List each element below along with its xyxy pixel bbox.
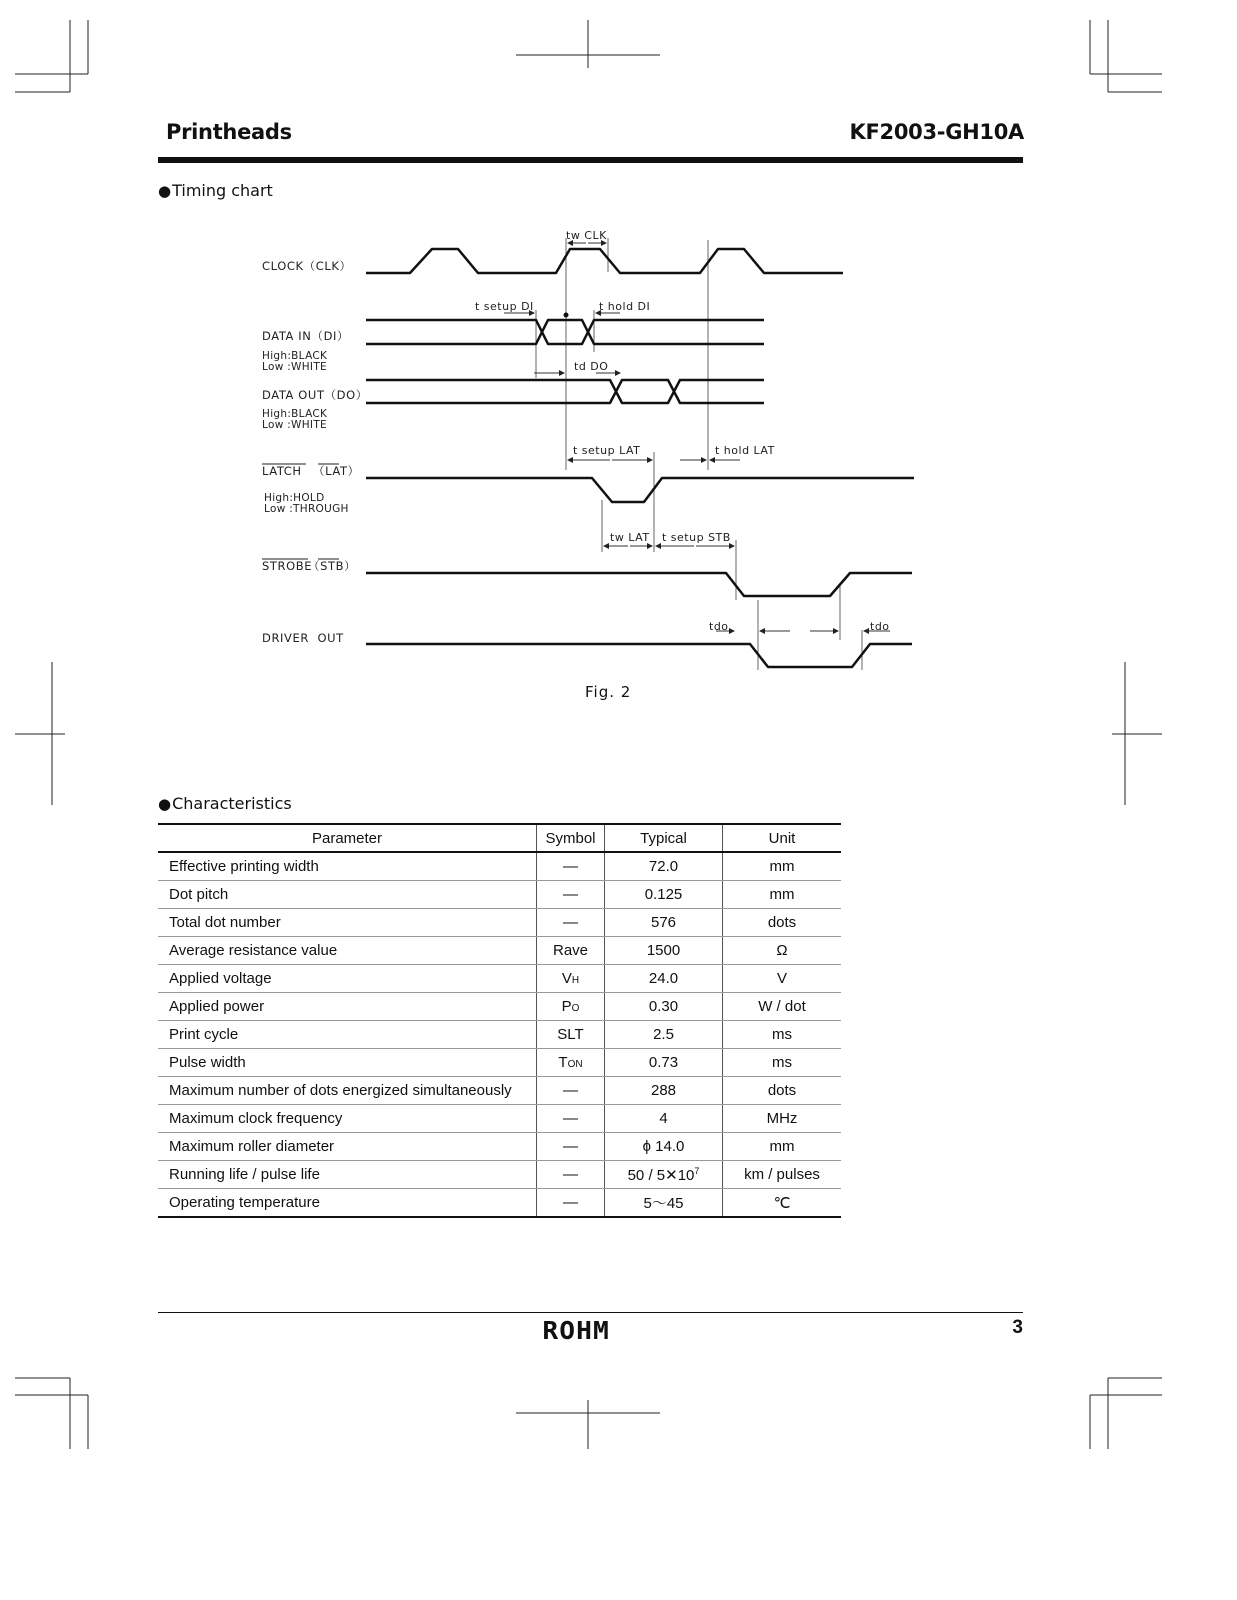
- cell-parameter: Total dot number: [158, 909, 537, 937]
- cell-typical: 1500: [605, 937, 723, 965]
- cell-unit: dots: [723, 909, 842, 937]
- cell-symbol: Rave: [537, 937, 605, 965]
- cell-unit: MHz: [723, 1105, 842, 1133]
- cell-symbol: —: [537, 852, 605, 881]
- column-header-typical: Typical: [605, 824, 723, 852]
- header-part-number: KF2003-GH10A: [849, 120, 1024, 144]
- cell-unit: ℃: [723, 1189, 842, 1218]
- cell-unit: V: [723, 965, 842, 993]
- cell-typical: 2.5: [605, 1021, 723, 1049]
- cell-parameter: Operating temperature: [158, 1189, 537, 1218]
- cell-symbol: —: [537, 1133, 605, 1161]
- timing-reference-dot: [564, 313, 569, 318]
- param-tw-clk: tw CLK: [566, 229, 607, 242]
- driver-label: DRIVER OUT: [262, 631, 344, 645]
- cell-parameter: Average resistance value: [158, 937, 537, 965]
- cell-typical: 0.73: [605, 1049, 723, 1077]
- cell-unit: dots: [723, 1077, 842, 1105]
- table-row: [158, 881, 841, 909]
- cell-parameter: Applied power: [158, 993, 537, 1021]
- symbol-main: T: [558, 1054, 568, 1071]
- symbol-subscript: O: [571, 1003, 580, 1014]
- cell-symbol: —: [537, 1105, 605, 1133]
- typical-main: 50 / 5✕10: [627, 1166, 695, 1184]
- cell-unit: mm: [723, 852, 842, 881]
- cell-unit: W / dot: [723, 993, 842, 1021]
- table-row: [158, 937, 841, 965]
- timing-title-text: Timing chart: [172, 181, 273, 200]
- table-row: [158, 1049, 841, 1077]
- table-row: [158, 1021, 841, 1049]
- cell-typical: 0.30: [605, 993, 723, 1021]
- cell-typical: 24.0: [605, 965, 723, 993]
- cell-unit: Ω: [723, 937, 842, 965]
- param-td-do: td DO: [574, 360, 609, 373]
- stb-abbr-label: （STB）: [308, 559, 357, 573]
- do-waveform-high: [366, 380, 764, 403]
- param-t-hold-di: t hold DI: [599, 300, 651, 313]
- cell-parameter: Dot pitch: [158, 881, 537, 909]
- table-row: [158, 1105, 841, 1133]
- do-label: DATA OUT（DO）: [262, 388, 368, 402]
- cell-typical: 5〜45: [605, 1189, 723, 1218]
- symbol-main: V: [561, 970, 572, 987]
- symbol-subscript: ON: [567, 1059, 583, 1070]
- driver-waveform: [366, 644, 912, 667]
- cell-parameter: Maximum roller diameter: [158, 1133, 537, 1161]
- stb-label: STROBE: [262, 559, 313, 573]
- table-row: [158, 909, 841, 937]
- table-row: [158, 852, 841, 881]
- param-t-setup-stb: t setup STB: [662, 531, 731, 544]
- cell-typical: 288: [605, 1077, 723, 1105]
- cell-parameter: Pulse width: [158, 1049, 537, 1077]
- bullet-icon: ●: [158, 182, 172, 200]
- column-header-parameter: Parameter: [158, 824, 537, 852]
- cell-symbol: —: [537, 1161, 605, 1189]
- param-tdo-left: tdo: [709, 620, 729, 633]
- column-header-symbol: Symbol: [537, 824, 605, 852]
- characteristics-section-title: [158, 794, 292, 813]
- table-row: [158, 1133, 841, 1161]
- param-tw-lat: tw LAT: [610, 531, 650, 544]
- lat-low-note: Low :THROUGH: [264, 503, 349, 515]
- rohm-logo: ROHM: [542, 1316, 610, 1345]
- clk-waveform: [366, 249, 843, 273]
- lat-high-note: High:HOLD: [264, 492, 325, 504]
- cell-symbol: SLT: [537, 1021, 605, 1049]
- cell-symbol: —: [537, 881, 605, 909]
- do-high-note: High:BLACK: [262, 408, 328, 420]
- symbol-subscript: H: [571, 975, 580, 986]
- cell-typical: [605, 1161, 723, 1189]
- do-low-note: Low :WHITE: [262, 419, 327, 431]
- cell-typical: 4: [605, 1105, 723, 1133]
- cell-parameter: Applied voltage: [158, 965, 537, 993]
- lat-label: LATCH: [262, 464, 302, 478]
- table-row: [158, 1161, 841, 1189]
- cell-symbol: [537, 965, 605, 993]
- param-t-setup-lat: t setup LAT: [573, 444, 641, 457]
- characteristics-title-text: Characteristics: [172, 794, 292, 813]
- di-waveform-high: [366, 320, 764, 344]
- di-high-note: High:BLACK: [262, 350, 328, 362]
- cell-typical: 72.0: [605, 852, 723, 881]
- stb-waveform: [366, 573, 912, 596]
- clk-label: CLOCK（CLK）: [262, 259, 352, 273]
- figure-caption: Fig. 2: [585, 683, 632, 701]
- table-row: [158, 1189, 841, 1218]
- bullet-icon: ●: [158, 795, 172, 813]
- timing-chart: [0, 0, 1237, 720]
- cell-symbol: —: [537, 1189, 605, 1218]
- page-number: 3: [1012, 1317, 1023, 1338]
- cell-typical: 576: [605, 909, 723, 937]
- cell-symbol: —: [537, 909, 605, 937]
- di-low-note: Low :WHITE: [262, 361, 327, 373]
- do-waveform-low: [366, 380, 764, 403]
- cell-unit: mm: [723, 1133, 842, 1161]
- cell-symbol: [537, 1049, 605, 1077]
- cell-symbol: [537, 993, 605, 1021]
- table-row: [158, 965, 841, 993]
- cell-typical: ϕ 14.0: [605, 1133, 723, 1161]
- cell-parameter: Effective printing width: [158, 852, 537, 881]
- column-header-unit: Unit: [723, 824, 842, 852]
- table-row: [158, 993, 841, 1021]
- param-t-setup-di: t setup DI: [475, 300, 534, 313]
- symbol-main: P: [561, 998, 572, 1015]
- di-waveform-low: [366, 320, 764, 344]
- lat-waveform: [366, 478, 914, 502]
- cell-parameter: Maximum number of dots energized simultaneously: [158, 1077, 537, 1105]
- cell-typical: 0.125: [605, 881, 723, 909]
- typical-exponent: 7: [694, 1165, 700, 1176]
- param-tdo-right: tdo: [870, 620, 890, 633]
- di-label: DATA IN（DI）: [262, 329, 350, 343]
- cell-parameter: Maximum clock frequency: [158, 1105, 537, 1133]
- footer-rule: [158, 1312, 1023, 1313]
- header-category: Printheads: [166, 120, 292, 144]
- characteristics-table: [158, 823, 841, 1218]
- cell-parameter: Print cycle: [158, 1021, 537, 1049]
- lat-abbr-label: （LAT）: [313, 464, 360, 478]
- cell-unit: ms: [723, 1021, 842, 1049]
- cell-unit: ms: [723, 1049, 842, 1077]
- param-t-hold-lat: t hold LAT: [715, 444, 775, 457]
- cell-unit: km / pulses: [723, 1161, 842, 1189]
- table-header-row: [158, 824, 841, 852]
- cell-parameter: Running life / pulse life: [158, 1161, 537, 1189]
- cell-unit: mm: [723, 881, 842, 909]
- cell-symbol: —: [537, 1077, 605, 1105]
- table-row: [158, 1077, 841, 1105]
